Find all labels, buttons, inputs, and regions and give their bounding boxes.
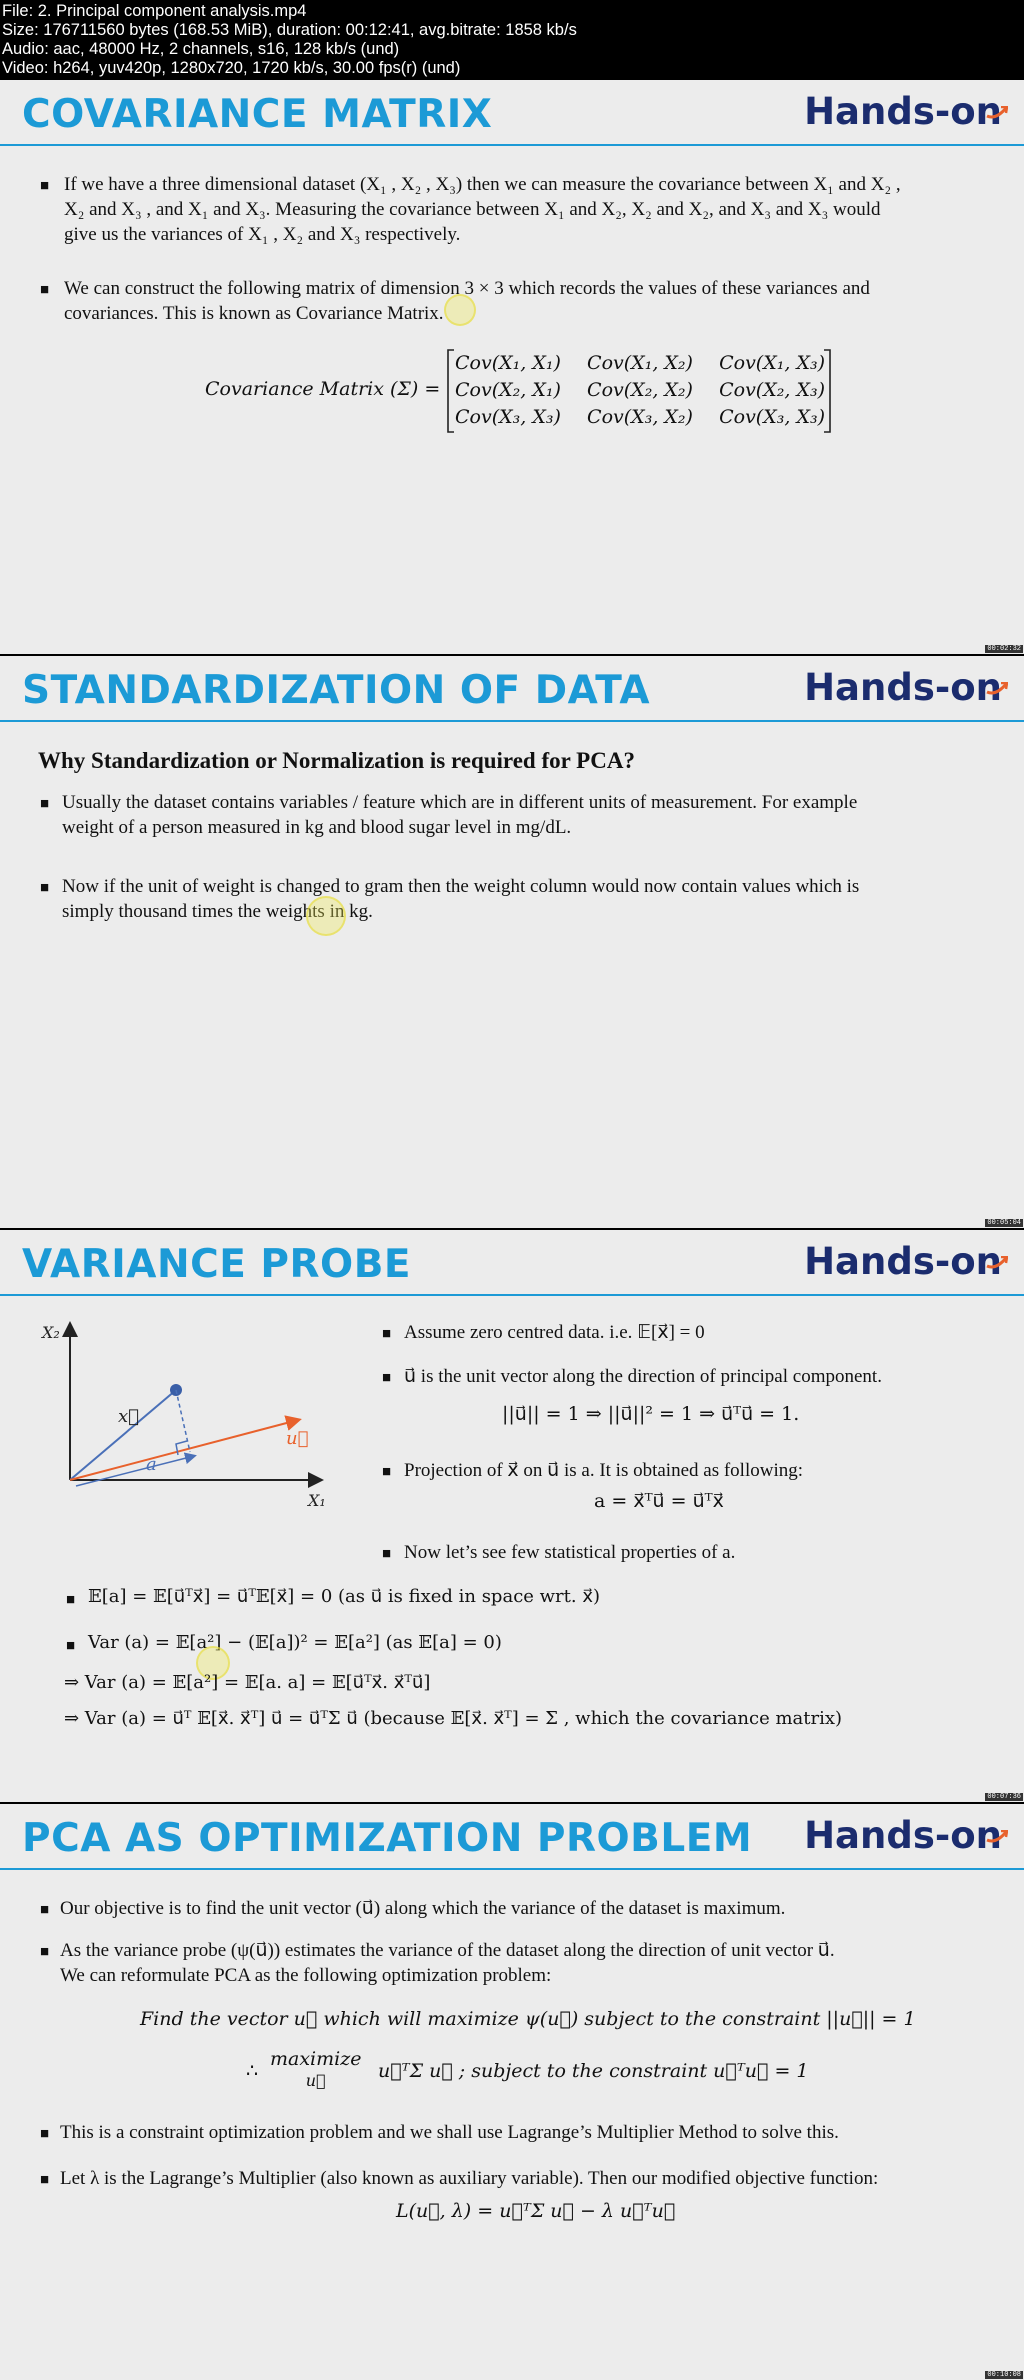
slide-title: PCA AS OPTIMIZATION PROBLEM	[22, 1816, 753, 1861]
bullet-icon: ■	[382, 1546, 392, 1562]
bullet-text: If we have a three dimensional dataset (X₁ , X₂ , X₃) then we can measure the covariance between X₁ and X₂ , X₂ and X₃ , and X₁ and X₃. Measuring the covariance between X₁ and X₂, X₂ and X₂, and X₃ and X₃ would give us the variances of X₁ , X₂ and X₃ respectively.	[64, 174, 901, 245]
slide-covariance-matrix	[0, 80, 1024, 654]
bullet-text: We can construct the following matrix of dimension 3 × 3 which records the values of these variances and covariances. This is known as Covariance Matrix.	[64, 278, 870, 324]
x2-axis-label: X₂	[42, 1323, 60, 1342]
bullet-text: Usually the dataset contains variables / feature which are in different units of measurement. For example weight of a person measured in kg and blood sugar level in mg/dL.	[62, 792, 858, 838]
file-info-header	[0, 0, 1024, 80]
slide-pca-optimization	[0, 1804, 1024, 2380]
timestamp: 00:07:36	[987, 1793, 1021, 1801]
bullet-icon: ■	[40, 1944, 50, 1960]
bullet-icon: ■	[40, 178, 50, 194]
bullet-text: Projection of x⃗ on u⃗ is a. It is obtained as following:	[404, 1460, 804, 1481]
file-info-line: Size: 176711560 bytes (168.53 MiB), duration: 00:12:41, avg.bitrate: 1858 kb/s	[2, 21, 577, 39]
bullet-text: Let λ is the Lagrange’s Multiplier (also known as auxiliary variable). Then our modified objective function:	[60, 2168, 879, 2189]
bullet-text: As the variance probe (ψ(u⃗)) estimates the variance of the dataset along the direction of unit vector u⃗. We can reformulate PCA as the following optimization problem:	[60, 1940, 835, 1986]
bullet-icon: ■	[382, 1370, 392, 1386]
optimization-objective: u⃗ᵀΣ u⃗ ; subject to the constraint u⃗ᵀu⃗ = 1	[378, 2060, 809, 2082]
expectation-equation: 𝔼[a] = 𝔼[u⃗ᵀx⃗] = u⃗ᵀ𝔼[x⃗] = 0 (as u⃗ is fixed in space wrt. x⃗)	[88, 1586, 601, 1607]
x1-axis-label: X₁	[308, 1491, 326, 1510]
bullet-icon: ■	[40, 880, 50, 896]
timestamp: 00:02:32	[987, 645, 1021, 653]
timestamp: 00:05:04	[987, 1219, 1021, 1227]
bullet-text: This is a constraint optimization problem and we shall use Lagrange’s Multiplier Method to solve this.	[60, 2122, 839, 2143]
title-divider	[0, 1868, 1024, 1870]
title-divider	[0, 144, 1024, 146]
cursor-highlight	[306, 896, 346, 936]
projection-equation: a = x⃗ᵀu⃗ = u⃗ᵀx⃗	[594, 1490, 724, 1512]
slide-title: COVARIANCE MATRIX	[22, 92, 493, 137]
section-heading: Why Standardization or Normalization is required for PCA?	[38, 748, 635, 773]
timestamp: 00:10:08	[987, 2371, 1021, 2379]
unit-vector-equation: ||u⃗|| = 1 ⇒ ||u⃗||² = 1 ⇒ u⃗ᵀu⃗ = 1.	[502, 1403, 800, 1425]
hands-on-logo: Hands-on	[804, 1240, 1002, 1283]
variance-derivation: ⇒ Var (a) = 𝔼[a²] = 𝔼[a. a] = 𝔼[u⃗ᵀx⃗. x⃗ᵀu⃗]	[64, 1672, 431, 1693]
bullet-text: Now let’s see few statistical properties of a.	[404, 1542, 736, 1563]
file-info-line: Audio: aac, 48000 Hz, 2 channels, s16, 128 kb/s (und)	[2, 40, 400, 58]
variance-equation: Var (a) = 𝔼[a²] − (𝔼[a])² = 𝔼[a²] (as 𝔼[a] = 0)	[88, 1632, 502, 1653]
bullet-text: Assume zero centred data. i.e. 𝔼[x⃗] = 0	[404, 1322, 705, 1343]
covariance-matrix: Cov(X₁, X₁) Cov(X₁, X₂) Cov(X₁, X₃) Cov(X₂, X₁) Cov(X₂, X₂) Cov(X₂, X₃) Cov(X₃, X₃) Cov(X₃, X₂) Cov(X₃, X₃)	[455, 352, 825, 428]
bullet-icon: ■	[382, 1326, 392, 1342]
bullet-text: Our objective is to find the unit vector (u⃗) along which the variance of the dataset is maximum.	[60, 1898, 786, 1919]
bullet-icon: ■	[66, 1638, 76, 1654]
projection-a-label: a	[146, 1454, 157, 1475]
swoosh-icon	[986, 1830, 1008, 1844]
vector-u-label: u⃗	[286, 1428, 309, 1449]
slide-title: VARIANCE PROBE	[22, 1242, 412, 1287]
hands-on-logo: Hands-on	[804, 666, 1002, 709]
file-info-line: File: 2. Principal component analysis.mp4	[2, 2, 307, 20]
variance-result: ⇒ Var (a) = u⃗ᵀ 𝔼[x⃗. x⃗ᵀ] u⃗ = u⃗ᵀΣ u⃗ (because 𝔼[x⃗. x⃗ᵀ] = Σ , which the covariance matrix)	[64, 1708, 843, 1729]
hands-on-logo: Hands-on	[804, 90, 1002, 133]
bullet-icon: ■	[382, 1464, 392, 1480]
matrix-label: Covariance Matrix (Σ) =	[205, 378, 441, 400]
right-angle-mark	[176, 1441, 187, 1455]
bullet-icon: ■	[40, 1902, 50, 1918]
bullet-text: u⃗ is the unit vector along the direction of principal component.	[404, 1366, 882, 1387]
bullet-icon: ■	[40, 2126, 50, 2142]
title-divider	[0, 720, 1024, 722]
swoosh-icon	[986, 682, 1008, 696]
title-divider	[0, 1294, 1024, 1296]
bullet-icon: ■	[40, 796, 50, 812]
therefore-symbol: ∴	[246, 2060, 259, 2082]
slide-variance-probe	[0, 1230, 1024, 1802]
file-info-line: Video: h264, yuv420p, 1280x720, 1720 kb/s, 30.00 fps(r) (und)	[2, 59, 461, 77]
swoosh-icon	[986, 106, 1008, 120]
swoosh-icon	[986, 1256, 1008, 1270]
cursor-highlight	[444, 294, 476, 326]
bullet-icon: ■	[40, 2172, 50, 2188]
slide-standardization	[0, 656, 1024, 1228]
bullet-text: Now if the unit of weight is changed to gram then the weight column would now contain values which is simply thousand times the weights in kg.	[62, 876, 860, 922]
projection-diagram	[30, 1310, 350, 1520]
vector-x-label: x⃗	[118, 1406, 139, 1427]
optimization-statement: Find the vector u⃗ which will maximize ψ(u⃗) subject to the constraint ||u⃗|| = 1	[140, 2008, 916, 2030]
hands-on-logo: Hands-on	[804, 1814, 1002, 1857]
lagrangian-equation: L(u⃗, λ) = u⃗ᵀΣ u⃗ − λ u⃗ᵀu⃗	[396, 2200, 676, 2222]
slide-title: STANDARDIZATION OF DATA	[22, 668, 651, 713]
maximize-operator: maximize u⃗	[270, 2048, 362, 2090]
bullet-icon: ■	[66, 1592, 76, 1608]
bullet-icon: ■	[40, 282, 50, 298]
